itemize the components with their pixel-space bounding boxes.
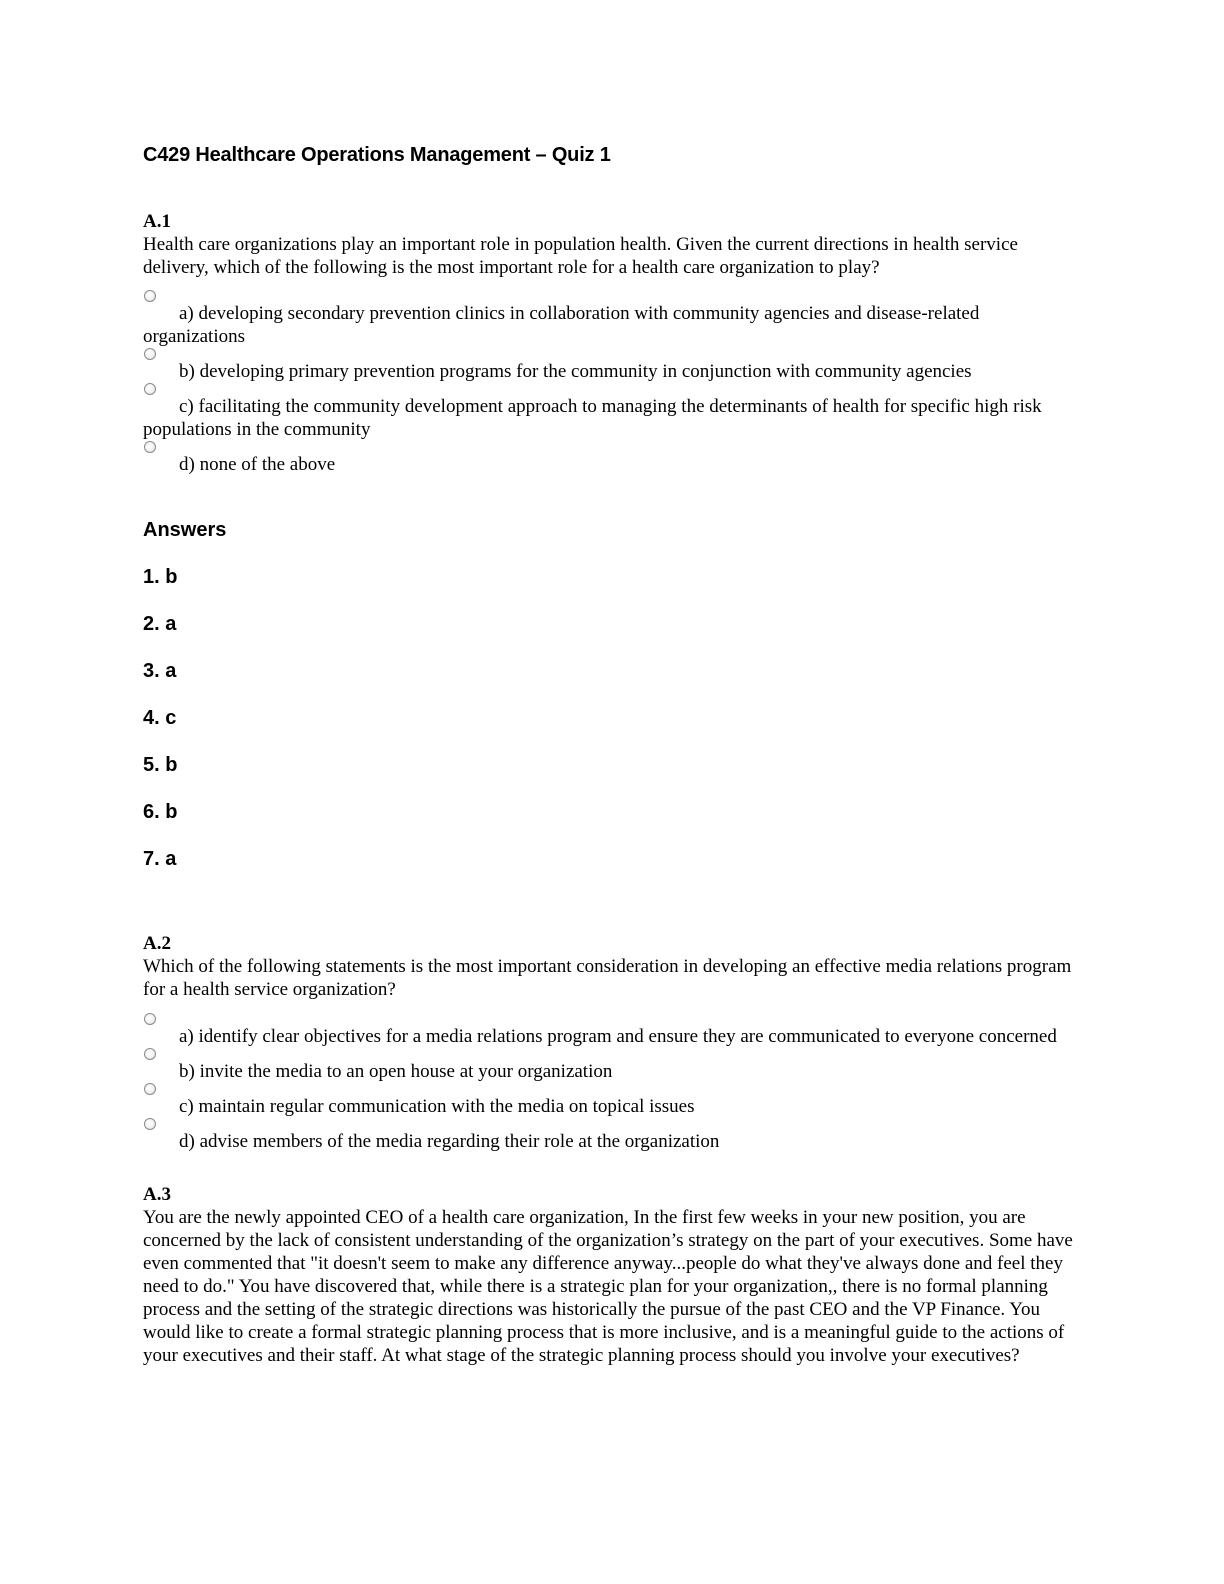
answer-item: 7. a — [143, 848, 177, 870]
radio-button[interactable] — [144, 1118, 156, 1130]
answer-item: 2. a — [143, 613, 177, 635]
option-a — [143, 1013, 1078, 1048]
option-label: c) facilitating the community development approach to managing the determinants of health for specific high risk populations in the community — [143, 396, 1042, 440]
radio-button[interactable] — [144, 1013, 156, 1025]
radio-button[interactable] — [144, 290, 156, 302]
radio-button[interactable] — [144, 1083, 156, 1095]
option-c — [143, 1083, 1078, 1118]
option-b — [143, 1048, 1078, 1083]
option-c — [143, 383, 1078, 441]
answer-item: 4. c — [143, 707, 177, 729]
document-title: C429 Healthcare Operations Management – Quiz 1 — [143, 144, 611, 166]
radio-button[interactable] — [144, 383, 156, 395]
question-2 — [143, 932, 1078, 1001]
option-label: d) advise members of the media regarding their role at the organization — [179, 1131, 720, 1152]
option-b — [143, 348, 1078, 383]
question-1-options — [143, 290, 1078, 476]
option-a — [143, 290, 1078, 348]
radio-button[interactable] — [144, 441, 156, 453]
question-3 — [143, 1183, 1078, 1367]
question-1 — [143, 210, 1078, 279]
answer-item: 3. a — [143, 660, 177, 682]
option-label: d) none of the above — [179, 454, 336, 475]
option-d — [143, 1118, 1078, 1153]
answer-item: 6. b — [143, 801, 178, 823]
question-2-options — [143, 1013, 1078, 1153]
answer-item: 5. b — [143, 754, 178, 776]
answers-heading: Answers — [143, 519, 227, 541]
option-label: b) developing primary prevention programs for the community in conjunction with community agencies — [179, 361, 972, 382]
radio-button[interactable] — [144, 1048, 156, 1060]
option-label: c) maintain regular communication with the media on topical issues — [179, 1096, 695, 1117]
radio-button[interactable] — [144, 348, 156, 360]
question-text: Health care organizations play an important role in population health. Given the current directions in health service delivery, which of the following is the most important role for a health care organization to play? — [143, 234, 1018, 278]
question-number: A.3 — [143, 1184, 171, 1205]
question-number: A.2 — [143, 933, 171, 954]
option-label: a) developing secondary prevention clinics in collaboration with community agencies and disease-related organizations — [143, 303, 980, 347]
answer-item: 1. b — [143, 566, 178, 588]
question-text: You are the newly appointed CEO of a health care organization, In the first few weeks in your new position, you are concerned by the lack of consistent understanding of the organization’s strategy on the part of your executives. Some have even commented that "it doesn't seem to make any difference anyway...people do what they've always done and feel they need to do." You have discovered that, while there is a strategic plan for your organization,, there is no formal planning process and the setting of the strategic directions was historically the pursue of the past CEO and the VP Finance. You would like to create a formal strategic planning process that is more inclusive, and is a meaningful guide to the actions of your executives and their staff. At what stage of the strategic planning process should you involve your executives? — [143, 1207, 1073, 1366]
option-label: b) invite the media to an open house at your organization — [179, 1061, 613, 1082]
option-label: a) identify clear objectives for a media relations program and ensure they are communicated to everyone concerned — [179, 1026, 1057, 1047]
option-d — [143, 441, 1078, 476]
question-number: A.1 — [143, 211, 171, 232]
question-text: Which of the following statements is the most important consideration in developing an effective media relations program for a health service organization? — [143, 956, 1072, 1000]
